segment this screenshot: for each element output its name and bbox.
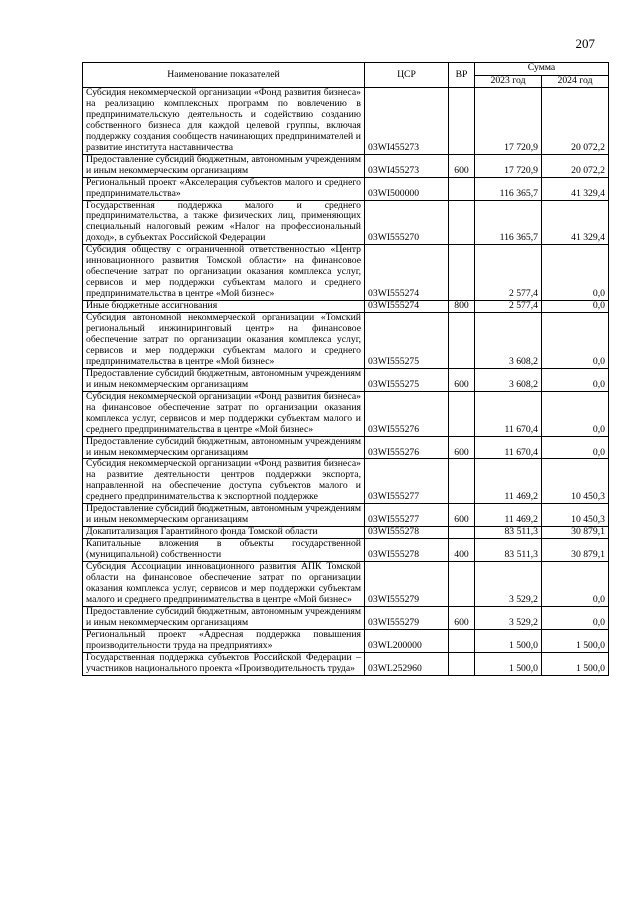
table-row — [83, 245, 609, 301]
row-vr — [449, 391, 475, 436]
row-csr: 03WL200000 — [365, 629, 449, 652]
row-csr: 03WL252960 — [365, 652, 449, 675]
row-name: Предоставление субсидий бюджетным, автономным учреждениям и иным некоммерческим организациям — [83, 504, 365, 527]
row-csr: 03WI455273 — [365, 88, 449, 155]
row-sum-2024: 0,0 — [542, 313, 609, 369]
table-row — [83, 154, 609, 177]
table-row — [83, 368, 609, 391]
table-row — [83, 629, 609, 652]
table-row — [83, 652, 609, 675]
row-sum-2023: 11 670,4 — [475, 391, 542, 436]
row-sum-2024: 0,0 — [542, 368, 609, 391]
row-sum-2024: 0,0 — [542, 606, 609, 629]
row-name: Капитальные вложения в объекты государственной (муниципальной) собственности — [83, 539, 365, 562]
row-sum-2024: 41 329,4 — [542, 200, 609, 245]
table-row — [83, 88, 609, 155]
header-vr: ВР — [449, 63, 475, 88]
row-name: Государственная поддержка субъектов Российской Федерации – участников национального проекта «Производительность труда» — [83, 652, 365, 675]
row-vr — [449, 527, 475, 539]
row-csr: 03WI555279 — [365, 562, 449, 607]
row-name: Предоставление субсидий бюджетным, автономным учреждениям и иным некоммерческим организациям — [83, 436, 365, 459]
row-sum-2024: 0,0 — [542, 562, 609, 607]
header-year-2024: 2024 год — [542, 75, 609, 88]
row-sum-2024: 20 072,2 — [542, 154, 609, 177]
row-csr: 03WI555275 — [365, 313, 449, 369]
row-csr: 03WI555270 — [365, 200, 449, 245]
row-csr: 03WI555278 — [365, 527, 449, 539]
row-csr: 03WI555275 — [365, 368, 449, 391]
row-sum-2024: 0,0 — [542, 301, 609, 313]
row-sum-2024: 10 450,3 — [542, 459, 609, 504]
row-name: Субсидия автономной некоммерческой организации «Томский региональный инжиниринговый центр» на финансовое обеспечение затрат по организации оказания комплекса услуг, сервисов и мер поддержки субъектам малого и среднего предпринимательства в центре «Мой бизнес» — [83, 313, 365, 369]
row-sum-2024: 41 329,4 — [542, 177, 609, 200]
row-name: Предоставление субсидий бюджетным, автономным учреждениям и иным некоммерческим организациям — [83, 606, 365, 629]
row-csr: 03WI555278 — [365, 539, 449, 562]
row-vr: 800 — [449, 301, 475, 313]
row-sum-2023: 116 365,7 — [475, 177, 542, 200]
row-sum-2024: 10 450,3 — [542, 504, 609, 527]
row-name: Региональный проект «Адресная поддержка повышения производительности труда на предприятиях» — [83, 629, 365, 652]
row-sum-2023: 3 529,2 — [475, 606, 542, 629]
row-vr: 600 — [449, 436, 475, 459]
row-name: Субсидия некоммерческой организации «Фонд развития бизнеса» на реализацию комплексных программ по вовлечению в предпринимательскую деятельность и содействию созданию собственного бизнеса для каждой целевой группы, включая поддержку создания сообществ начинающих предпринимателей и развитие института наставничества — [83, 88, 365, 155]
row-sum-2024: 0,0 — [542, 436, 609, 459]
page-number: 207 — [575, 36, 595, 51]
table-row — [83, 504, 609, 527]
header-sum: Сумма — [475, 63, 609, 76]
row-csr: 03WI555277 — [365, 459, 449, 504]
table-row — [83, 313, 609, 369]
row-sum-2023: 11 670,4 — [475, 436, 542, 459]
row-name: Субсидия некоммерческой организации «Фонд развития бизнеса» на развитие деятельности центров поддержки экспорта, направленной на обеспечение доступа субъектов малого и среднего предпринимательства к экспортной поддержке — [83, 459, 365, 504]
row-vr — [449, 245, 475, 301]
row-sum-2023: 3 529,2 — [475, 562, 542, 607]
row-name: Субсидия обществу с ограниченной ответственностью «Центр инновационного развития Томской области» на финансовое обеспечение затрат по организации оказания комплекса услуг, сервисов и мер поддержки субъектам малого и среднего предпринимательства в центре «Мой бизнес» — [83, 245, 365, 301]
table-row — [83, 459, 609, 504]
row-sum-2023: 2 577,4 — [475, 301, 542, 313]
row-sum-2024: 30 879,1 — [542, 539, 609, 562]
row-sum-2024: 0,0 — [542, 245, 609, 301]
row-vr: 600 — [449, 368, 475, 391]
header-name: Наименование показателей — [83, 63, 365, 88]
row-name: Субсидия Ассоциации инновационного развития АПК Томской области на финансовое обеспечение затрат по организации оказания комплекса услуг, сервисов и мер поддержки субъектам малого и среднего предпринимательства в центре «Мой бизнес» — [83, 562, 365, 607]
table-row — [83, 200, 609, 245]
row-vr: 600 — [449, 504, 475, 527]
row-sum-2023: 83 511,3 — [475, 527, 542, 539]
header-csr: ЦСР — [365, 63, 449, 88]
table-row — [83, 527, 609, 539]
row-sum-2023: 2 577,4 — [475, 245, 542, 301]
table-row — [83, 436, 609, 459]
row-vr: 600 — [449, 606, 475, 629]
row-sum-2024: 20 072,2 — [542, 88, 609, 155]
row-name: Предоставление субсидий бюджетным, автономным учреждениям и иным некоммерческим организациям — [83, 368, 365, 391]
table-row — [83, 562, 609, 607]
table-row — [83, 391, 609, 436]
row-sum-2024: 0,0 — [542, 391, 609, 436]
row-vr — [449, 629, 475, 652]
row-vr — [449, 200, 475, 245]
row-vr — [449, 177, 475, 200]
row-sum-2024: 1 500,0 — [542, 629, 609, 652]
row-name: Предоставление субсидий бюджетным, автономным учреждениям и иным некоммерческим организациям — [83, 154, 365, 177]
row-csr: 03WI555274 — [365, 301, 449, 313]
row-sum-2024: 30 879,1 — [542, 527, 609, 539]
row-csr: 03WI555274 — [365, 245, 449, 301]
row-sum-2023: 17 720,9 — [475, 154, 542, 177]
table-body — [83, 88, 609, 676]
row-vr: 400 — [449, 539, 475, 562]
row-sum-2023: 11 469,2 — [475, 504, 542, 527]
row-sum-2023: 1 500,0 — [475, 652, 542, 675]
row-sum-2023: 3 608,2 — [475, 313, 542, 369]
row-sum-2023: 1 500,0 — [475, 629, 542, 652]
row-name: Докапитализация Гарантийного фонда Томской области — [83, 527, 365, 539]
table-row — [83, 301, 609, 313]
row-sum-2023: 17 720,9 — [475, 88, 542, 155]
row-csr: 03WI555277 — [365, 504, 449, 527]
row-name: Государственная поддержка малого и среднего предпринимательства, а также физических лиц, применяющих специальный налоговый режим «Налог на профессиональный доход», в субъектах Российской Федерации — [83, 200, 365, 245]
header-row — [83, 63, 609, 76]
row-sum-2023: 3 608,2 — [475, 368, 542, 391]
row-csr: 03WI555276 — [365, 436, 449, 459]
budget-table — [82, 62, 609, 676]
table-row — [83, 606, 609, 629]
row-vr — [449, 652, 475, 675]
row-name: Субсидия некоммерческой организации «Фонд развития бизнеса» на финансовое обеспечение затрат по организации оказания комплекса услуг, сервисов и мер поддержки субъектам малого и среднего предпринимательства в центре «Мой бизнес» — [83, 391, 365, 436]
row-name: Региональный проект «Акселерация субъектов малого и среднего предпринимательства» — [83, 177, 365, 200]
row-sum-2024: 1 500,0 — [542, 652, 609, 675]
table-row — [83, 539, 609, 562]
row-sum-2023: 83 511,3 — [475, 539, 542, 562]
row-csr: 03WI500000 — [365, 177, 449, 200]
row-vr: 600 — [449, 154, 475, 177]
row-vr — [449, 313, 475, 369]
row-sum-2023: 116 365,7 — [475, 200, 542, 245]
row-name: Иные бюджетные ассигнования — [83, 301, 365, 313]
row-vr — [449, 562, 475, 607]
table-row — [83, 177, 609, 200]
row-vr — [449, 88, 475, 155]
row-csr: 03WI555276 — [365, 391, 449, 436]
row-csr: 03WI555279 — [365, 606, 449, 629]
row-sum-2023: 11 469,2 — [475, 459, 542, 504]
row-vr — [449, 459, 475, 504]
row-csr: 03WI455273 — [365, 154, 449, 177]
header-year-2023: 2023 год — [475, 75, 542, 88]
